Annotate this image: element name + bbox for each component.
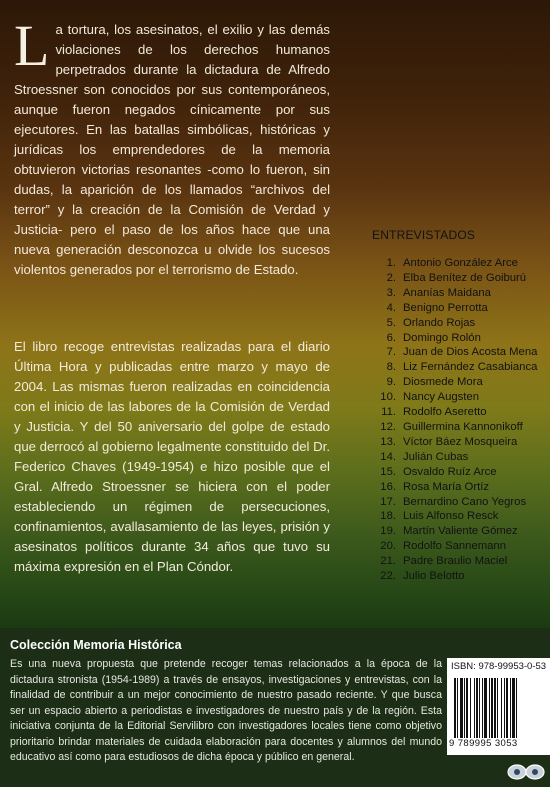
interviewee-number: 14. [380, 450, 396, 463]
interviewee-number: 6. [386, 331, 396, 344]
interviewee-number: 9. [386, 376, 396, 389]
interviewee-number: 5. [386, 316, 396, 329]
interviewee-number: 2. [386, 271, 396, 284]
interviewee-item [372, 539, 542, 554]
interviewee-name: Bernardino Cano Yegros [403, 495, 527, 508]
interviewee-item [372, 569, 542, 584]
interviewee-number: 15. [380, 465, 396, 478]
interviewee-item [372, 480, 542, 495]
interviewee-name: Elba Benítez de Goiburú [403, 271, 527, 284]
interviewee-name: Rosa María Ortíz [403, 480, 490, 493]
barcode-icon [453, 678, 550, 738]
interviewee-item [372, 450, 542, 465]
interviewees-title: ENTREVISTADOS [372, 228, 476, 242]
interviewee-name: Diosmede Mora [403, 376, 483, 389]
isbn-label: ISBN: 978-99953-0-53 [451, 661, 547, 672]
interviewee-number: 4. [386, 301, 396, 314]
interviewee-name: Martín Valiente Gómez [403, 525, 518, 538]
interviewee-item [372, 345, 542, 360]
interviewee-item [372, 331, 542, 346]
interviewee-name: Antonio González Arce [403, 257, 518, 269]
interviewee-item [372, 390, 542, 405]
intro-paragraph [14, 13, 330, 280]
interviewee-item [372, 420, 542, 435]
interviewees-section [372, 228, 542, 584]
interviewee-item [372, 375, 542, 390]
interviewee-item [372, 360, 542, 375]
interviewee-item [372, 256, 542, 271]
interviewees-list [372, 256, 542, 584]
interviewee-item [372, 465, 542, 480]
collection-description: Es una nueva propuesta que pretende recoger temas relacionados a la época de la dictadura stronista (1954-1989) a través de ensayos, investigaciones y entrevistas, con la finalidad de contribuir a un mejor conocimiento de nuestro pasado reciente. Y que busca ser un espacio abierto a periodistas e investigadores de nuestro país y de la región. Esta iniciativa conjunta de la Editorial Servilibro con investigadores locales tiene como objetivo prioritario brindar materiales de cuidada elaboración para docentes y alumnos del mundo educativo así como para estudiosos de dicha época y público en general. [10, 658, 442, 763]
barcode-digits: 9 789995 3053 [449, 738, 518, 749]
interviewee-name: Orlando Rojas [403, 316, 476, 329]
interviewee-item [372, 554, 542, 569]
interviewee-name: Juan de Dios Acosta Mena [403, 346, 538, 359]
interviewee-name: Liz Fernández Casabianca [403, 361, 538, 374]
interviewee-name: Guillermina Kannonikoff [403, 420, 523, 433]
interviewee-item [372, 301, 542, 316]
interviewee-name: Rodolfo Aseretto [403, 406, 487, 419]
interviewee-number: 22. [380, 570, 396, 583]
interviewee-name: Benigno Perrotta [403, 301, 488, 314]
interviewee-name: Julián Cubas [403, 450, 469, 463]
interviewee-item [372, 405, 542, 420]
interviewee-number: 8. [386, 361, 396, 374]
interviewee-item [372, 495, 542, 510]
interviewee-name: Domingo Rolón [403, 331, 481, 344]
interviewee-number: 18. [380, 510, 396, 523]
interviewee-item [372, 271, 542, 286]
interviewee-number: 12. [380, 420, 396, 433]
interviewee-item [372, 316, 542, 331]
interviewee-number: 17. [380, 495, 396, 508]
interviewee-number: 10. [380, 391, 396, 404]
interviewee-item [372, 435, 542, 450]
book-description: El libro recoge entrevistas realizadas para el diario Última Hora y publicadas entre marzo y mayo de 2004. Las mismas fueron realizadas en coincidencia con el inicio de las labores de la Comisión de Verdad y Justicia. Y del 50 aniversario del golpe de estado que derrocó al gobierno legalmente constituido del Dr. Federico Chaves (1949-1954) e hizo posible que el Gral. Alfredo Stroessner se hiciera con el poder estableciendo un régimen de persecuciones, confinamientos, avallasamiento de las leyes, prisión y asesinatos políticos durante 34 años que tuvo su máxima expresión en el Plan Cóndor. [14, 339, 330, 574]
interviewee-number: 16. [380, 480, 396, 493]
isbn-barcode-box [447, 658, 550, 755]
interviewee-name: Julio Belotto [403, 570, 465, 583]
interviewee-item [372, 509, 542, 524]
interviewee-number: 19. [380, 525, 396, 538]
interviewee-name: Padre Braulio Maciel [403, 555, 508, 568]
interviewee-number: 7. [386, 346, 396, 359]
interviewee-number: 21. [380, 555, 396, 568]
interviewee-item [372, 524, 542, 539]
collection-title: Colección Memoria Histórica [10, 638, 182, 652]
interviewee-number: 20. [380, 540, 396, 553]
intro-text: a tortura, los asesinatos, el exilio y las demás violaciones de los derechos humanos perpetrados durante la dictadura de Alfredo Stroessner son conocidos por sus contemporáneos, aunque fueron negados cínicamente por sus ejecutores. En las batallas simbólicas, históricas y jurídicas los emprendedores de la memoria obtuvieron victorias resonantes -como lo fueron, sin dudas, la aparición de los llamados “archivos del terror” y la creación de la Comisión de Verdad y Justicia- pero el paso de los años hace que una nueva generación desconozca u olvide los sucesos violentos generados por el terrorismo de Estado. [14, 22, 330, 277]
publisher-logo-icon [504, 762, 548, 782]
interviewee-number: 13. [380, 435, 396, 448]
interviewee-item [372, 286, 542, 301]
interviewee-name: Ananías Maidana [403, 286, 491, 299]
interviewee-number: 3. [386, 286, 396, 299]
interviewee-name: Nancy Augsten [403, 391, 479, 404]
interviewee-name: Rodolfo Sannemann [403, 540, 507, 553]
interviewee-number: 11. [381, 406, 396, 419]
interviewee-number: 1. [386, 257, 396, 269]
drop-cap: L [14, 13, 50, 78]
interviewee-name: Luis Alfonso Resck [403, 510, 499, 523]
interviewee-name: Víctor Báez Mosqueira [403, 435, 518, 448]
interviewee-name: Osvaldo Ruíz Arce [403, 465, 497, 478]
